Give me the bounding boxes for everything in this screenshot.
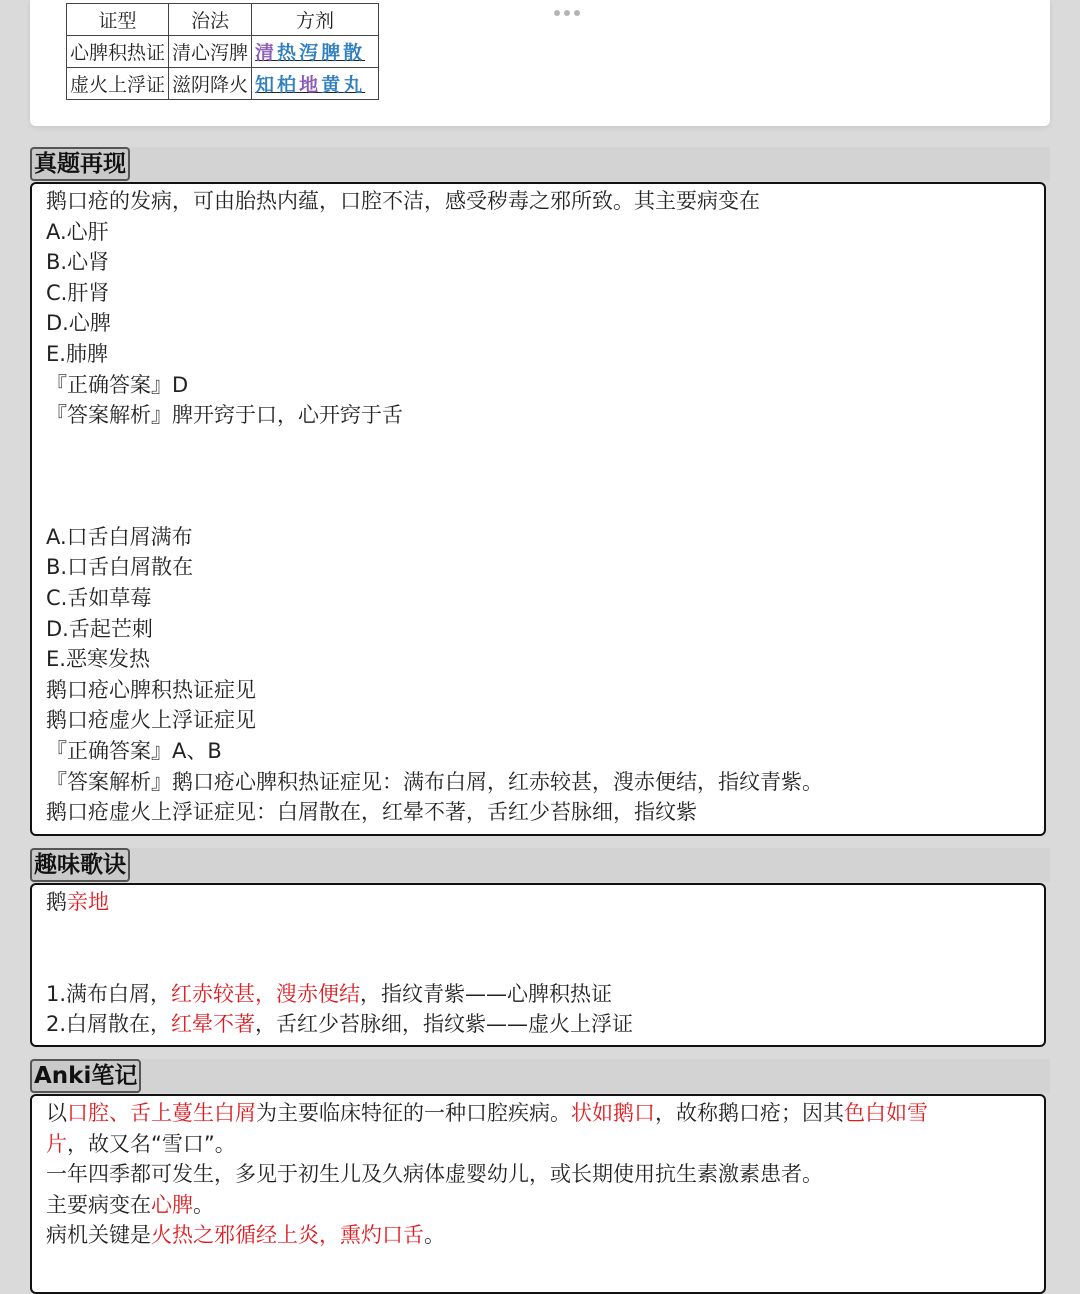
plain-text: ，故又名“雪口”。 <box>67 1131 236 1156</box>
plain-text: ，指纹青紫——心脾积热证 <box>360 981 613 1006</box>
sub-question: 鹅口疮心脾积热证症见 <box>46 677 256 702</box>
anki-line: 一年四季都可发生，多见于初生儿及久病体虚婴幼儿，或长期使用抗生素激素患者。 <box>46 1162 823 1187</box>
plain-text: 病机关键是 <box>46 1223 151 1248</box>
highlight-text: 红赤较甚， <box>171 981 277 1006</box>
herb-char[interactable]: 脾 <box>321 42 344 64</box>
cell-prescription[interactable] <box>252 36 379 68</box>
anki-line <box>46 1098 1030 1129</box>
highlight-text: 色白如雪 <box>844 1101 928 1125</box>
mnemonic-line <box>46 979 1030 1010</box>
herb-char[interactable]: 清 <box>255 42 278 64</box>
header-method: 治法 <box>169 4 252 36</box>
cell-method: 清心泻脾 <box>169 36 252 68</box>
section-title-anki: Anki笔记 <box>30 1059 141 1093</box>
verse-highlight: 亲地 <box>67 890 109 914</box>
option-item: B.口舌白屑散在 <box>46 555 194 580</box>
correct-answer: 『正确答案』D <box>46 372 189 397</box>
cell-pattern: 心脾积热证 <box>67 36 169 68</box>
cell-prescription[interactable] <box>252 68 379 100</box>
herb-char[interactable]: 知 <box>255 74 278 96</box>
herb-char[interactable]: 黄 <box>321 74 344 96</box>
answer-analysis: 鹅口疮虚火上浮证症见：白屑散在，红晕不著，舌红少苔脉细，指纹紫 <box>46 800 697 825</box>
highlight-text: 溲赤便结 <box>276 981 361 1006</box>
plain-text: 。 <box>193 1192 214 1217</box>
table-header-row <box>67 4 379 36</box>
anki-line <box>46 1190 1030 1221</box>
verse-text: 鹅 <box>46 890 67 914</box>
correct-answer: 『正确答案』A、B <box>46 738 222 763</box>
section-title-mnemonic: 趣味歌诀 <box>30 848 130 882</box>
highlight-text: 红晕不著 <box>171 1012 256 1037</box>
answer-analysis: 『答案解析』脾开窍于口，心开窍于舌 <box>46 403 403 428</box>
mnemonic-line <box>46 1009 1030 1040</box>
more-options-icon[interactable] <box>554 8 586 18</box>
table-row <box>67 68 379 100</box>
highlight-text: 口腔、舌上蔓生白屑 <box>67 1101 256 1125</box>
section-band-mnemonic <box>30 848 1050 882</box>
sub-question: 鹅口疮虚火上浮证症见 <box>46 708 256 733</box>
option-item: D.舌起芒刺 <box>46 616 153 641</box>
formula-table <box>66 3 379 100</box>
herb-char[interactable]: 热 <box>277 42 300 64</box>
herb-char[interactable]: 地 <box>299 74 322 96</box>
option-item: A.心肝 <box>46 219 109 244</box>
question-stem: 鹅口疮的发病，可由胎热内蕴，口腔不洁，感受秽毒之邪所致。其主要病变在 <box>46 189 760 213</box>
highlight-text: 火热之邪循经上炎，熏灼口舌 <box>151 1223 424 1248</box>
option-item: D.心脾 <box>46 311 111 336</box>
anki-line <box>46 1220 1030 1251</box>
herb-char[interactable]: 丸 <box>343 74 366 96</box>
mnemonic-box <box>30 883 1046 1047</box>
header-prescription: 方剂 <box>252 4 379 36</box>
option-item: C.肝肾 <box>46 280 110 305</box>
option-item: E.恶寒发热 <box>46 647 150 672</box>
plain-text: ，舌红少苔脉细，指纹紫——虚火上浮证 <box>255 1012 634 1037</box>
answer-analysis: 『答案解析』鹅口疮心脾积热证症见：满布白屑，红赤较甚，溲赤便结，指纹青紫。 <box>46 769 823 794</box>
plain-text: 主要病变在 <box>46 1192 151 1217</box>
plain-text: 2.白屑散在， <box>46 1012 172 1037</box>
section-title-exam: 真题再现 <box>30 147 130 181</box>
plain-text: 。 <box>424 1223 445 1248</box>
cell-pattern: 虚火上浮证 <box>67 68 169 100</box>
section-band-anki <box>30 1059 1050 1093</box>
option-item: A.口舌白屑满布 <box>46 524 193 549</box>
mnemonic-verse <box>46 887 1030 918</box>
plain-text: 为主要临床特征的一种口腔疾病。 <box>256 1101 571 1125</box>
header-pattern: 证型 <box>67 4 169 36</box>
option-item: B.心肾 <box>46 250 110 275</box>
anki-line <box>46 1129 1030 1160</box>
highlight-text: 状如鹅口 <box>571 1101 655 1125</box>
plain-text: ，故称鹅口疮；因其 <box>655 1101 844 1125</box>
herb-char[interactable]: 散 <box>343 42 366 64</box>
highlight-text: 心脾 <box>151 1192 193 1217</box>
table-row <box>67 36 379 68</box>
option-item: E.肺脾 <box>46 341 108 366</box>
cell-method: 滋阴降火 <box>169 68 252 100</box>
plain-text: 1.满布白屑， <box>46 981 172 1006</box>
section-band-exam <box>30 147 1050 181</box>
anki-box <box>30 1094 1046 1294</box>
herb-char[interactable]: 柏 <box>277 74 300 96</box>
highlight-text: 片 <box>46 1131 67 1156</box>
plain-text: 以 <box>46 1101 67 1125</box>
exam-box <box>30 182 1046 836</box>
option-item: C.舌如草莓 <box>46 585 152 610</box>
herb-char[interactable]: 泻 <box>299 42 322 64</box>
